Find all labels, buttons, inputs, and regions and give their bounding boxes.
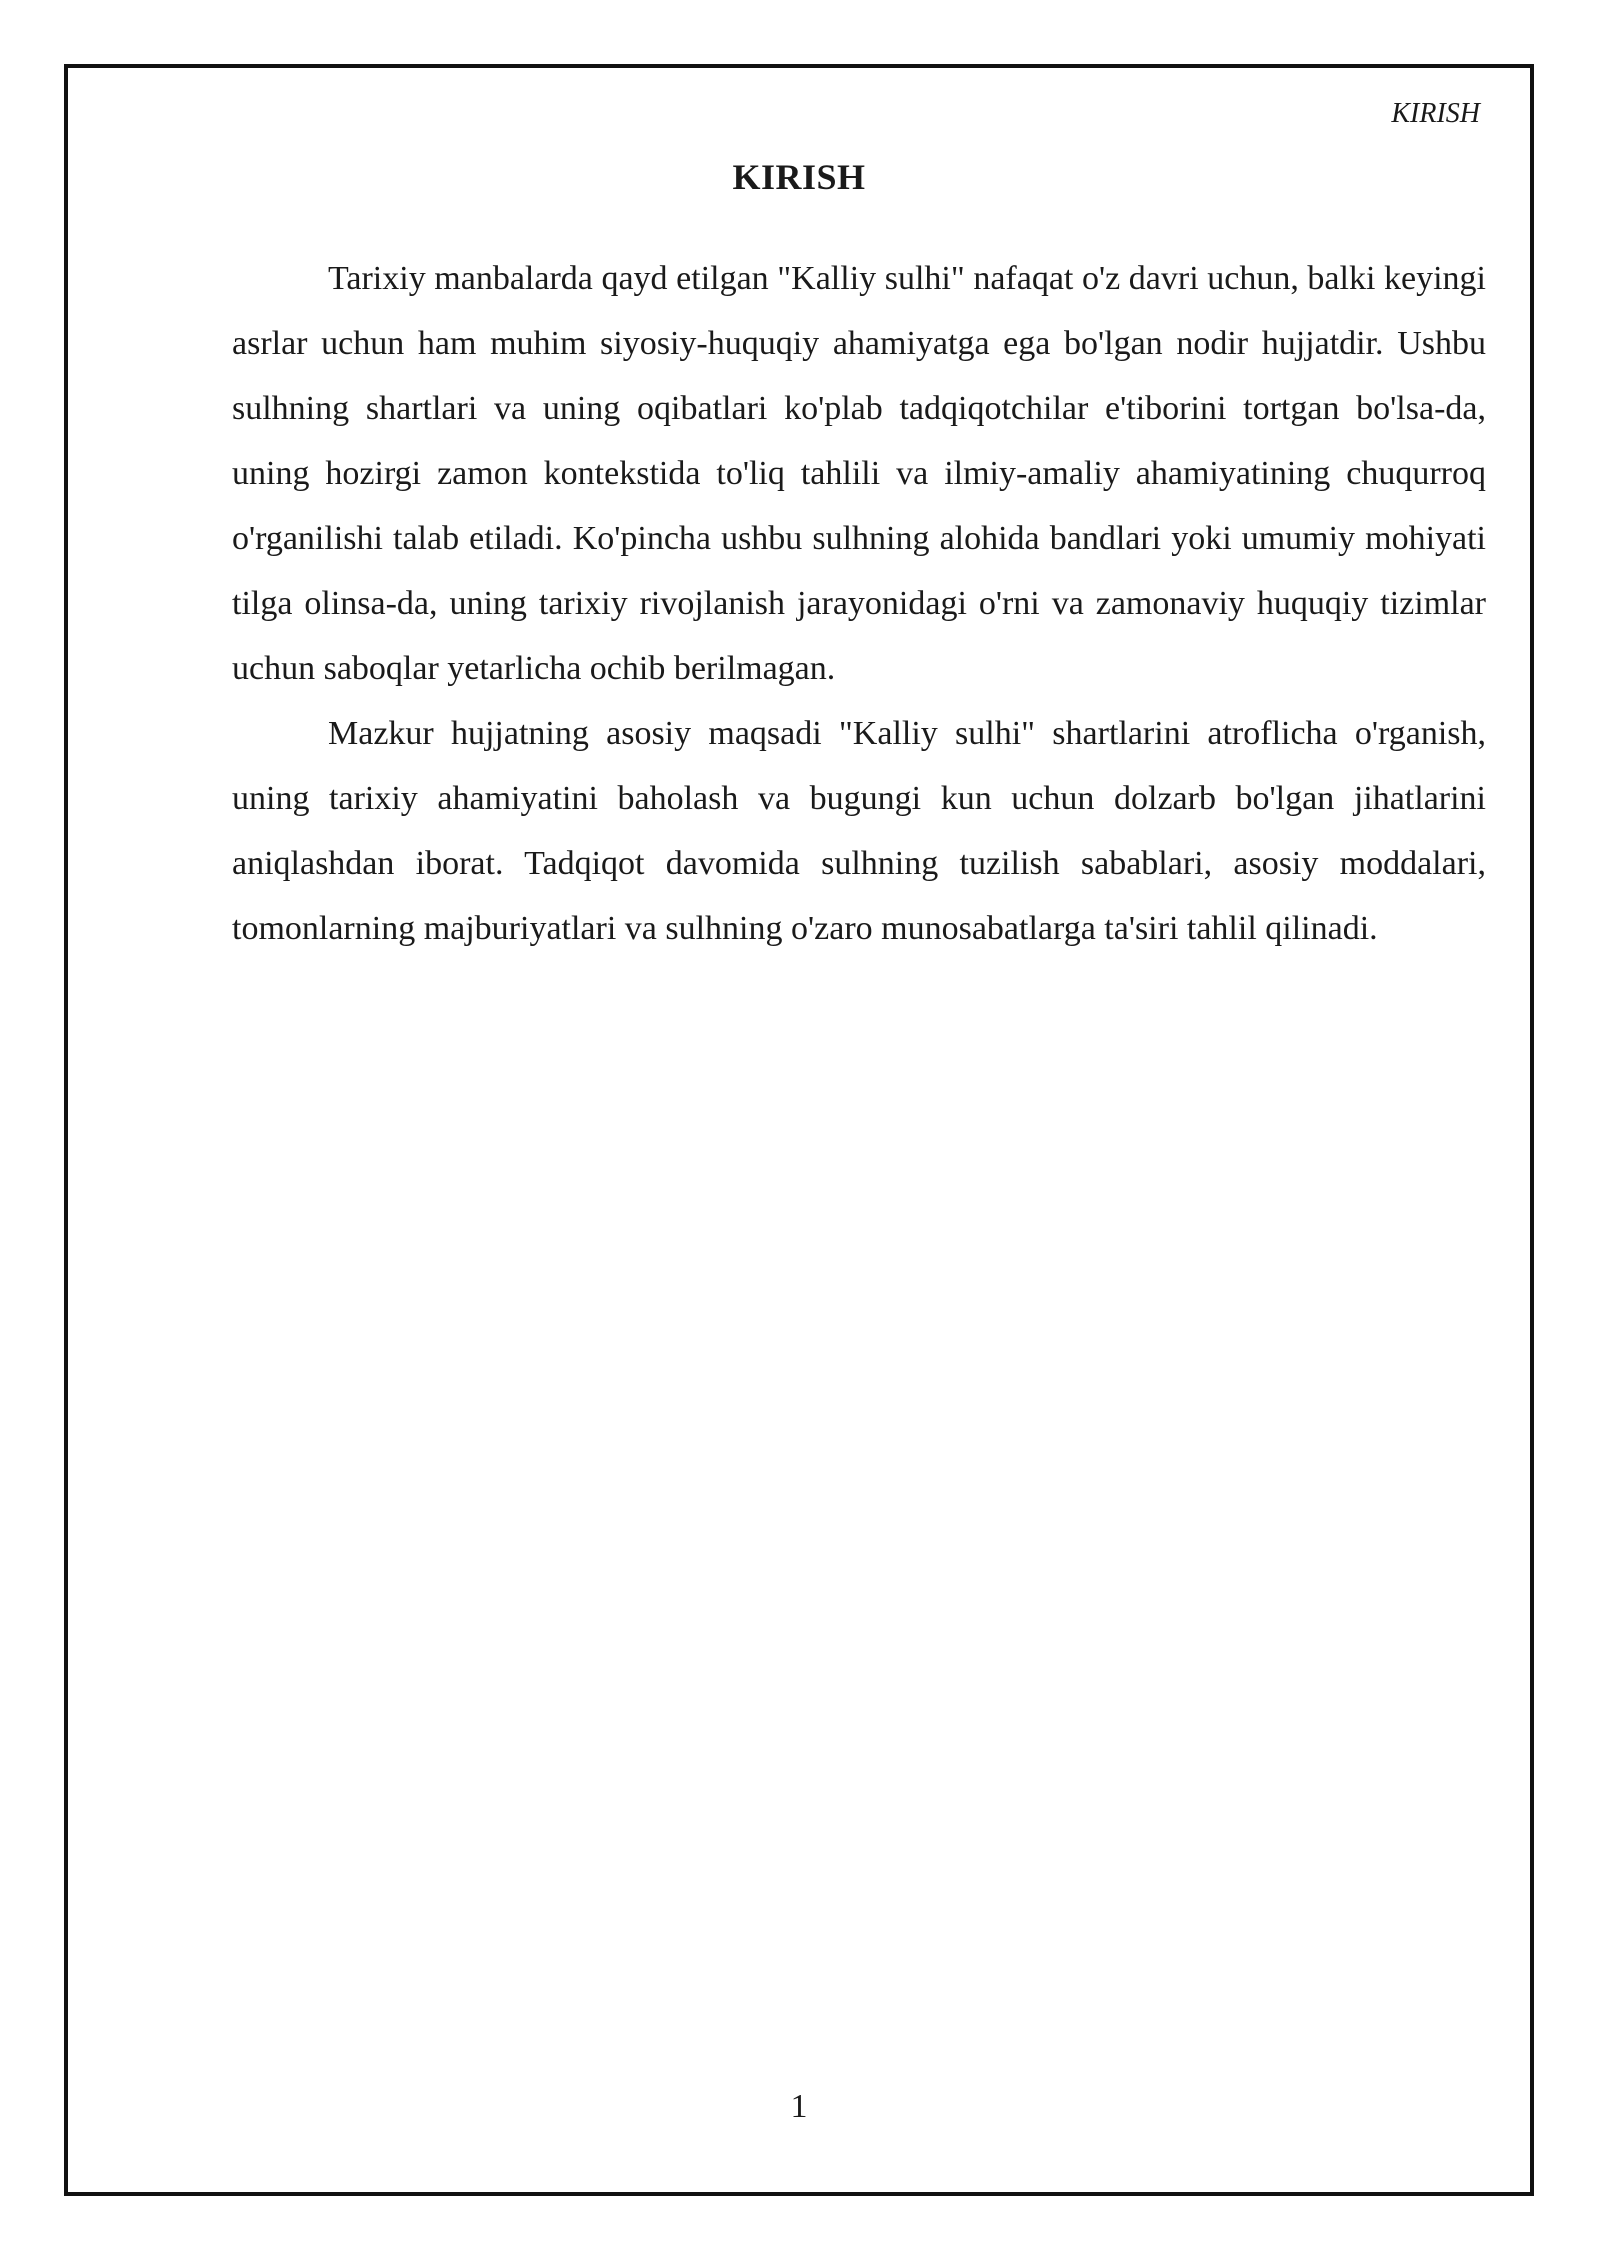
page-title: KIRISH [732, 157, 866, 197]
paragraph-1: Tarixiy manbalarda qayd etilgan "Kalliy sulhi" nafaqat o'z davri uchun, balki keyingi asrlar uchun ham muhim siyosiy-huquqiy ahamiyatga ega bo'lgan nodir hujjatdir. Ushbu sulhning shartlari va uning oqibatlari ko'plab tadqiqotchilar e'tiborini tortgan bo'lsa-da, uning hozirgi zamon kontekstida to'liq tahlili va ilmiy-amaliy ahamiyatining chuqurroq o'rganilishi talab etiladi. Ko'pincha ushbu sulhning alohida bandlari yoki umumiy mohiyati tilga olinsa-da, uning tarixiy rivojlanish jarayonidagi o'rni va zamonaviy huquqiy tizimlar uchun saboqlar yetarlicha ochib berilmagan. [232, 260, 1486, 687]
paragraph-2: Mazkur hujjatning asosiy maqsadi "Kalliy sulhi" shartlarini atroflicha o'rganish, uning tarixiy ahamiyatini baholash va bugungi kun uchun dolzarb bo'lgan jihatlarini aniqlashdan iborat. Tadqiqot davomida sulhning tuzilish sabablari, asosiy moddalari, tomonlarning majburiyatlari va sulhning o'zaro munosabatlarga ta'siri tahlil qilinadi. [232, 715, 1486, 947]
page-number: 1 [790, 2088, 808, 2125]
body-text [232, 246, 1486, 961]
running-header: KIRISH [1391, 98, 1480, 129]
page-border [64, 64, 1534, 2196]
